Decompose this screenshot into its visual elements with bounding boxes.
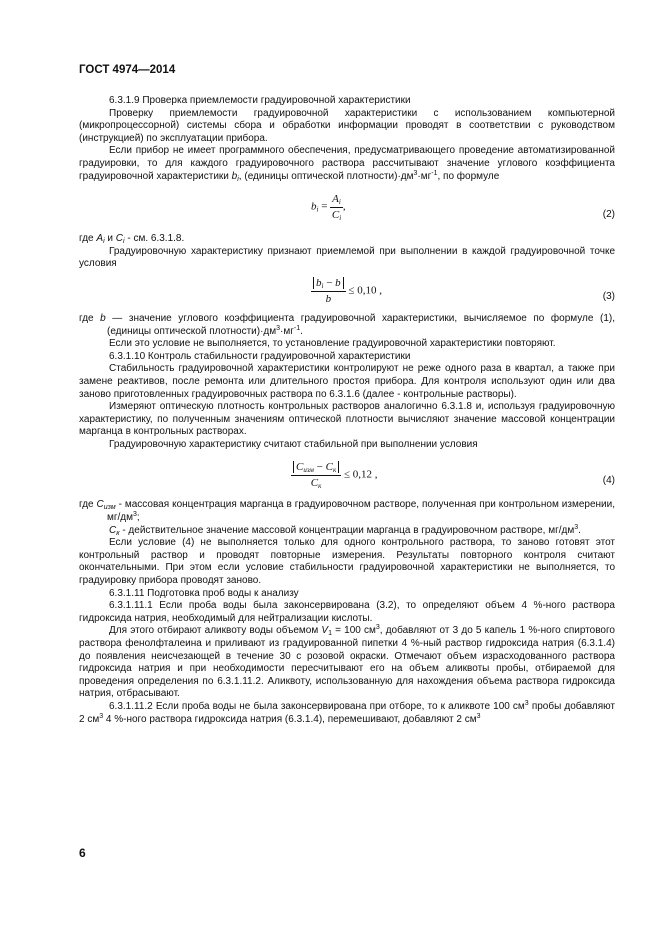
paragraph: 6.3.1.11.1 Если проба воды была законсервирована (3.2), то определяют объем 4 %-ного раствора гидроксида натрия, необходимый для нейтрализации кислоты. <box>79 600 615 624</box>
section-heading: 6.3.1.9 Проверка приемлемости градуировочной характеристики <box>109 95 411 106</box>
paragraph: $C_к$ - действительное значение массовой концентрации марганца в градуировочном растворе, $мг/дм^3$. <box>109 523 581 537</box>
paragraph: Измеряют оптическую плотность контрольных растворов аналогично 6.3.1.8 и, используя градуировочную характеристику, по полученным значениям оптической плотности вычисляют значение массовой концентрации марганца в контрольных растворах. <box>79 401 615 438</box>
document-header: ГОСТ 4974—2014 <box>79 64 176 76</box>
paragraph: Если условие (4) не выполняется только для одного контрольного раствора, то заново готовят этот контрольный раствор и проводят повторные измерения. Результаты повторного контроля считают окончательными. При этом если условие стабильности градуировочной характеристики не выполняется, то градуировку прибора проводят заново. <box>79 537 615 587</box>
formula-number: (4) <box>602 475 615 487</box>
section-heading: 6.3.1.10 Контроль стабильности градуировочной характеристики <box>109 350 411 362</box>
paragraph: Если прибор не имеет программного обеспечения, предусматривающего проведение автоматизированной градуировки, то для каждого градуировочного раствора рассчитывают значение углового коэффициента градуировочной характеристики $b_i$, (единицы оптической $плотности)\cdot дм^3\cdot мг^{-1}$, по формуле <box>79 145 615 183</box>
paragraph: Стабильность градуировочной характеристики контролируют не реже одного раза в квартал, а также при замене реактивов, после ремонта или длительного простоя прибора. Для контроля используют один или два заново приготовленных градуировочных раствора по 6.3.1.6 (далее - контрольные растворы). <box>79 363 615 400</box>
paragraph: 6.3.1.11.2 Если проба воды не была законсервирована при отборе, то к аликвоте 100 $см^3$ пробы добавляют 2 $см^3$ 4 %-ного раствора гидроксида натрия (6.3.1.4), перемешивают, добавляют 2 $см^3$ <box>79 699 616 725</box>
paragraph: где $A_i$ и $C_i$ - см. 6.3.1.8. <box>79 233 185 246</box>
page-number: 6 <box>79 846 86 860</box>
formula-2: $b_i$ = $\frac{A_i}{C_i}$ , (2) <box>311 193 615 222</box>
paragraph: Для этого отбирают аликвоту воды объемом $V_1 = 100$ $см^3$, добавляют от 3 до 5 капель 1 %-ного спиртового раствора фенолфталеина и приливают из градуированной пипетки 4 %-ный раствор гидроксида натрия (6.3.1.4) до появления неисчезающей в течение 30 с розовой окраски. Отмечают объем израсходованного раствора гидроксида натрия и при необходимости пересчитывают его на объем аликвоты пробы, отбираемой для проведения определения по 6.3.1.11.2. Аликвоту, использованную для нахождения объема раствора гидроксида натрия, отбрасывают. <box>79 624 615 700</box>
paragraph: где $C_{изм}$ - массовая концентрация марганца в градуировочном растворе, полученная при контрольном измерении, $мг/дм^3$; <box>79 499 615 524</box>
section-heading: 6.3.1.11 Подготовка проб воды к анализу <box>109 587 299 599</box>
paragraph: где b — значение углового коэффициента градуировочной характеристики, вычисляемое по формуле (1), (единицы оптической $плотности)\cdot дм^3\cdot мг^{-1}$. <box>79 312 615 337</box>
formula-number: (3) <box>602 290 615 302</box>
formula-3: $\frac{b_i - b}{b}$ ≤ 0,10 , (3) <box>79 275 615 313</box>
document-body <box>79 95 615 726</box>
paragraph: Проверку приемлемости градуировочной характеристики с использованием компьютерной (микропроцессорной) системы сбора и обработки информации проводят в соответствии с руководством (инструкцией) по эксплуатации прибора. <box>79 107 615 144</box>
paragraph: Градуировочную характеристику считают стабильной при выполнении условия <box>109 438 478 450</box>
formula-number: (2) <box>602 209 615 221</box>
paragraph: Градуировочную характеристику признают приемлемой при выполнении в каждой градуировочной точке условия <box>79 245 615 270</box>
formula-4: $\frac{C_{изм} - C_к}{C_к}$ ≤ 0,12 , (4) <box>79 457 615 499</box>
paragraph: Если это условие не выполняется, то установление градуировочной характеристики повторяют. <box>109 338 556 350</box>
